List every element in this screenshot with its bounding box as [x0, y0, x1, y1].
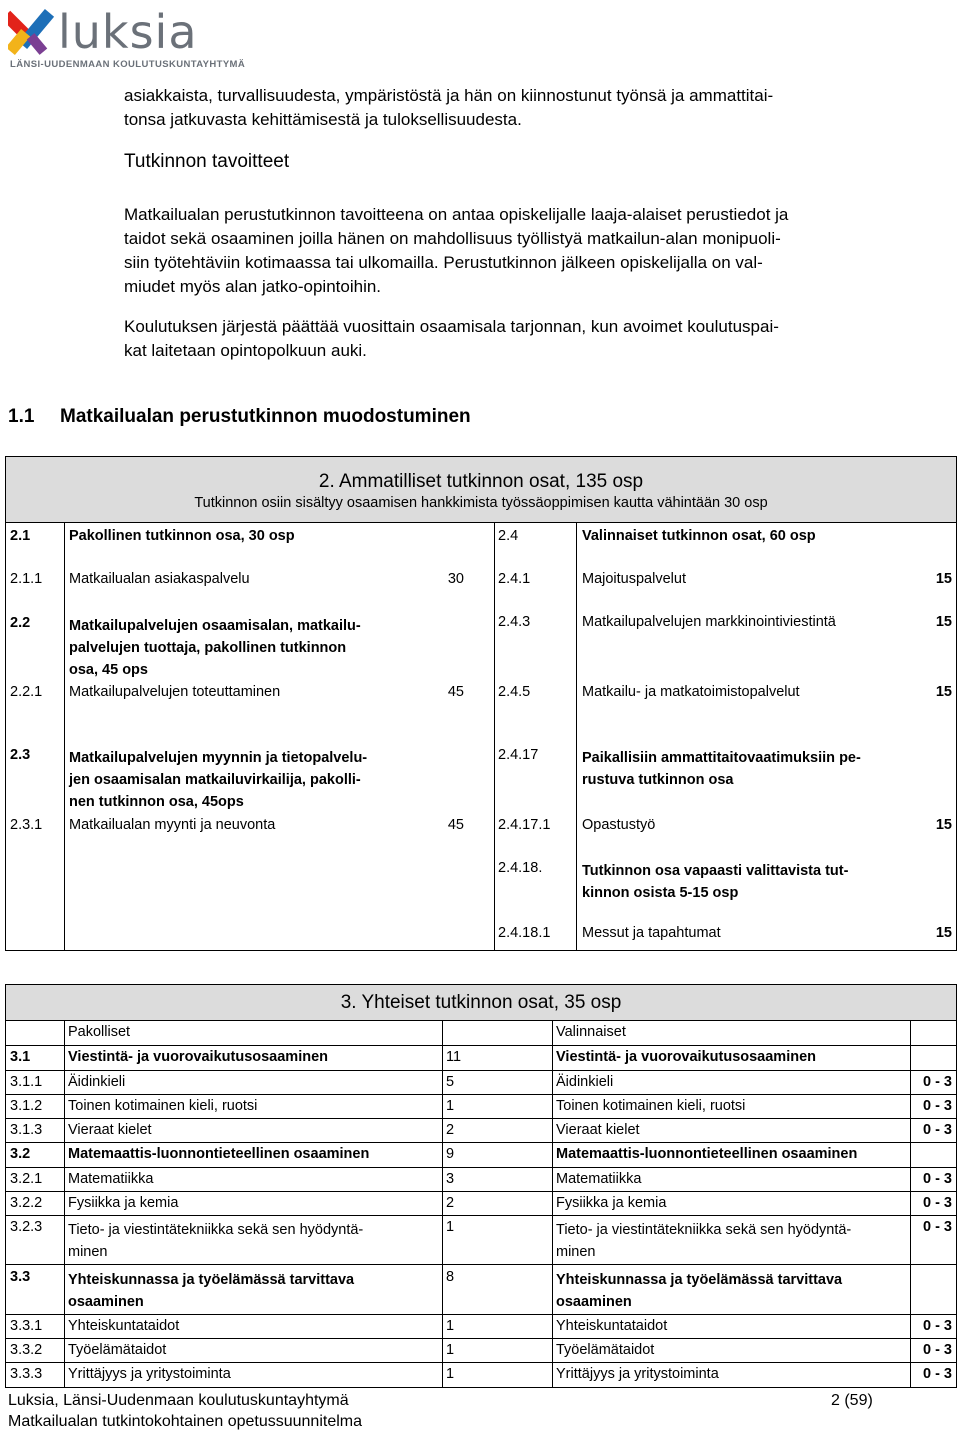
section-number: 1.1	[8, 406, 35, 427]
table2-right-header: Valinnaiset	[556, 1024, 626, 1040]
section-title: Matkailualan perustutkinnon muodostuminen	[60, 406, 471, 427]
table2-left-label: Äidinkieli	[68, 1074, 126, 1090]
table2-row-num: 3.2	[10, 1146, 31, 1162]
table2-left-value: 1	[446, 1098, 455, 1114]
table1-right-num: 2.4	[498, 528, 519, 544]
text-line: taidot sekä osaaminen joilla hänen on mahdollisuus työllistyä matkailun-alan monipuoli-	[124, 229, 781, 248]
table1-right-label: Matkailu- ja matkatoimistopalvelut	[582, 684, 800, 700]
text-line: asiakkaista, turvallisuudesta, ympäristöstä ja hän on kiinnostunut työnsä ja ammattitai-	[124, 86, 774, 105]
table2-left-label: Tieto- ja viestintätekniikka sekä sen hyödyntä-	[68, 1222, 364, 1238]
table2-header-divider	[6, 1020, 956, 1021]
table2-right-label: osaaminen	[556, 1294, 632, 1310]
table1-header-divider	[6, 522, 956, 523]
table1-right-label: Majoituspalvelut	[582, 571, 686, 587]
table1-column-line	[576, 523, 577, 951]
table2-left-value: 1	[446, 1318, 455, 1334]
section-heading	[8, 404, 471, 430]
table2-right-value: 0 - 3	[922, 1098, 952, 1114]
table2-left-value: 1	[446, 1366, 455, 1382]
table2-row-num: 3.1.2	[10, 1098, 43, 1114]
table2-row-num: 3.2.2	[10, 1195, 43, 1211]
table2-right-label: Yrittäjyys ja yritystoiminta	[556, 1366, 719, 1382]
table1-right-label: Matkailupalvelujen markkinointiviestintä	[582, 614, 836, 630]
table2-column-line	[442, 1020, 443, 1388]
footer-document-title: Matkailualan tutkintokohtainen opetussuunnitelma	[8, 1413, 363, 1430]
table1-right-value: 15	[935, 614, 952, 630]
table1-left-num: 2.2	[10, 615, 31, 631]
common-units-table	[5, 984, 957, 1388]
table1-left-num: 2.3.1	[10, 817, 43, 833]
table2-row-num: 3.2.3	[10, 1219, 43, 1235]
table1-column-line	[64, 523, 65, 951]
table2-right-label: Viestintä- ja vuorovaikutusosaaminen	[556, 1049, 817, 1065]
table2-right-value: 0 - 3	[922, 1122, 952, 1138]
table2-right-value: 0 - 3	[922, 1074, 952, 1090]
table2-left-label: minen	[68, 1244, 108, 1260]
table2-right-label: Fysiikka ja kemia	[556, 1195, 667, 1211]
table2-right-label: Työelämätaidot	[556, 1342, 655, 1358]
table2-left-value: 2	[446, 1122, 455, 1138]
footer-organization: Luksia, Länsi-Uudenmaan koulutuskuntayhtymä	[8, 1392, 349, 1409]
table2-row-num: 3.1	[10, 1049, 31, 1065]
table1-header	[6, 457, 956, 522]
table2-left-value: 9	[446, 1146, 455, 1162]
table1-title: 2. Ammatilliset tutkinnon osat, 135 osp	[318, 471, 644, 492]
table2-row-line	[6, 1142, 956, 1143]
logo-wordmark: luksia	[58, 5, 198, 59]
table1-right-label: Paikallisiin ammattitaitovaatimuksiin pe-	[582, 750, 861, 766]
table1-left-label: Matkailupalvelujen myynnin ja tietopalvelu-	[69, 750, 368, 766]
table2-left-label: Työelämätaidot	[68, 1342, 167, 1358]
table2-right-value: 0 - 3	[922, 1219, 952, 1235]
table2-left-label: Toinen kotimainen kieli, ruotsi	[68, 1098, 258, 1114]
table2-row-num: 3.3.3	[10, 1366, 43, 1382]
table2-right-value: 0 - 3	[922, 1195, 952, 1211]
table2-right-label: Matematiikka	[556, 1171, 642, 1187]
table2-column-line	[552, 1020, 553, 1388]
table2-left-value: 5	[446, 1074, 455, 1090]
table2-row-line	[6, 1094, 956, 1095]
table1-left-value: 45	[447, 817, 464, 833]
table1-subtitle: Tutkinnon osiin sisältyy osaamisen hankkimista työssäoppimisen kautta vähintään 30 osp	[194, 495, 768, 511]
table1-left-label: Pakollinen tutkinnon osa, 30 osp	[69, 528, 295, 544]
table1-right-label: Tutkinnon osa vapaasti valittavista tut-	[582, 863, 849, 879]
table2-right-value: 0 - 3	[922, 1171, 952, 1187]
table1-right-num: 2.4.1	[498, 571, 531, 587]
table2-right-value: 0 - 3	[922, 1366, 952, 1382]
table2-right-label: minen	[556, 1244, 596, 1260]
table1-right-value: 15	[935, 571, 952, 587]
table2-row-line	[6, 1167, 956, 1168]
table2-column-line	[64, 1020, 65, 1388]
table2-right-label: Vieraat kielet	[556, 1122, 640, 1138]
table2-right-label: Tieto- ja viestintätekniikka sekä sen hyödyntä-	[556, 1222, 852, 1238]
table2-right-label: Yhteiskuntataidot	[556, 1318, 668, 1334]
table1-right-value: 15	[935, 684, 952, 700]
table1-left-label: Matkailupalvelujen toteuttaminen	[69, 684, 281, 700]
table1-right-num: 2.4.18.	[498, 860, 543, 876]
footer-page-number: 2 (59)	[831, 1392, 873, 1409]
table1-right-label: Opastustyö	[582, 817, 656, 833]
table1-right-num: 2.4.17	[498, 747, 539, 763]
table2-row-num: 3.2.1	[10, 1171, 43, 1187]
table2-row-line	[6, 1118, 956, 1119]
table2-row-num: 3.1.1	[10, 1074, 43, 1090]
table1-left-num: 2.3	[10, 747, 31, 763]
text-line: kat laitetaan opintopolkuun auki.	[124, 341, 367, 360]
table2-left-label: Matematiikka	[68, 1171, 154, 1187]
table2-left-label: osaaminen	[68, 1294, 144, 1310]
table1-left-value: 30	[447, 571, 464, 587]
text-line: miudet myös alan jatko-opintoihin.	[124, 277, 382, 296]
luksia-mark-icon	[8, 6, 58, 58]
table1-left-label: osa, 45 ops	[69, 662, 148, 678]
luksia-logo	[8, 5, 246, 70]
table1-right-value: 15	[935, 925, 952, 941]
table1-left-label: jen osaamisalan matkailuvirkailija, pakolli-	[69, 772, 361, 788]
table2-row-line	[6, 1191, 956, 1192]
table2-left-value: 11	[446, 1049, 462, 1065]
table1-right-num: 2.4.17.1	[498, 817, 551, 833]
table2-left-label: Fysiikka ja kemia	[68, 1195, 179, 1211]
table1-left-label: Matkailualan asiakaspalvelu	[69, 571, 250, 587]
table1-left-label: Matkailupalvelujen osaamisalan, matkailu-	[69, 618, 361, 634]
table1-left-num: 2.1.1	[10, 571, 43, 587]
table1-column-line	[494, 523, 495, 951]
table2-row-line	[6, 1070, 956, 1071]
table2-row-line	[6, 1362, 956, 1363]
text-line: Matkailualan perustutkinnon tavoitteena on antaa opiskelijalle laaja-alaiset perustiedot ja	[124, 205, 789, 224]
table2-left-value: 8	[446, 1269, 455, 1285]
table2-right-label: Matemaattis-luonnontieteellinen osaaminen	[556, 1146, 858, 1162]
table2-row-line	[6, 1045, 956, 1046]
table2-left-label: Yhteiskunnassa ja työelämässä tarvittava	[68, 1272, 355, 1288]
table2-row-num: 3.3	[10, 1269, 31, 1285]
table1-right-label: kinnon osista 5-15 osp	[582, 885, 739, 901]
table2-right-label: Äidinkieli	[556, 1074, 614, 1090]
table2-right-value: 0 - 3	[922, 1318, 952, 1334]
table2-row-num: 3.3.1	[10, 1318, 43, 1334]
intro-paragraph-2	[124, 315, 914, 363]
intro-paragraph-0	[124, 84, 914, 132]
table1-left-num: 2.2.1	[10, 684, 43, 700]
table1-left-label: nen tutkinnon osa, 45ops	[69, 794, 244, 810]
vocational-units-table	[5, 456, 957, 951]
table2-column-line	[910, 1020, 911, 1388]
table1-right-num: 2.4.3	[498, 614, 531, 630]
table2-row-num: 3.1.3	[10, 1122, 43, 1138]
table1-left-num: 2.1	[10, 528, 31, 544]
table2-left-label: Vieraat kielet	[68, 1122, 152, 1138]
text-line: Koulutuksen järjestä päättää vuosittain osaamisala tarjonnan, kun avoimet koulutuspai-	[124, 317, 779, 336]
table2-row-line	[6, 1215, 956, 1216]
table2-row-num: 3.3.2	[10, 1342, 43, 1358]
table2-row-line	[6, 1314, 956, 1315]
table2-row-line	[6, 1338, 956, 1339]
table1-left-label: palvelujen tuottaja, pakollinen tutkinnon	[69, 640, 347, 656]
table1-right-num: 2.4.5	[498, 684, 531, 700]
table1-left-value: 45	[447, 684, 464, 700]
table2-title: 3. Yhteiset tutkinnon osat, 35 osp	[340, 992, 622, 1013]
table1-left-label: Matkailualan myynti ja neuvonta	[69, 817, 276, 833]
table2-left-label: Yrittäjyys ja yritystoiminta	[68, 1366, 231, 1382]
table1-right-num: 2.4.18.1	[498, 925, 551, 941]
table2-left-value: 1	[446, 1219, 455, 1235]
table2-right-label: Toinen kotimainen kieli, ruotsi	[556, 1098, 746, 1114]
table2-right-value: 0 - 3	[922, 1342, 952, 1358]
table1-right-label: Messut ja tapahtumat	[582, 925, 721, 941]
table1-right-value: 15	[935, 817, 952, 833]
table2-left-header: Pakolliset	[68, 1024, 131, 1040]
table2-right-label: Yhteiskunnassa ja työelämässä tarvittava	[556, 1272, 843, 1288]
table2-left-label: Matemaattis-luonnontieteellinen osaaminen	[68, 1146, 370, 1162]
table2-header	[6, 985, 956, 1020]
text-line: tonsa jatkuvasta kehittämisestä ja tuloksellisuudesta.	[124, 110, 522, 129]
table1-right-label: rustuva tutkinnon osa	[582, 772, 734, 788]
goal-heading: Tutkinnon tavoitteet	[124, 151, 290, 172]
logo-subtitle: LÄNSI-UUDENMAAN KOULUTUSKUNTAYHTYMÄ	[10, 59, 246, 70]
table2-row-line	[6, 1264, 956, 1265]
table2-left-label: Viestintä- ja vuorovaikutusosaaminen	[68, 1049, 329, 1065]
intro-paragraph-1	[124, 203, 914, 299]
table2-left-value: 2	[446, 1195, 455, 1211]
table2-left-value: 1	[446, 1342, 455, 1358]
text-line: siin työtehtäviin kotimaassa tai ulkomailla. Perustutkinnon jälkeen opiskelijalla on val-	[124, 253, 763, 272]
table1-right-label: Valinnaiset tutkinnon osat, 60 osp	[582, 528, 816, 544]
table2-left-value: 3	[446, 1171, 455, 1187]
table2-left-label: Yhteiskuntataidot	[68, 1318, 180, 1334]
